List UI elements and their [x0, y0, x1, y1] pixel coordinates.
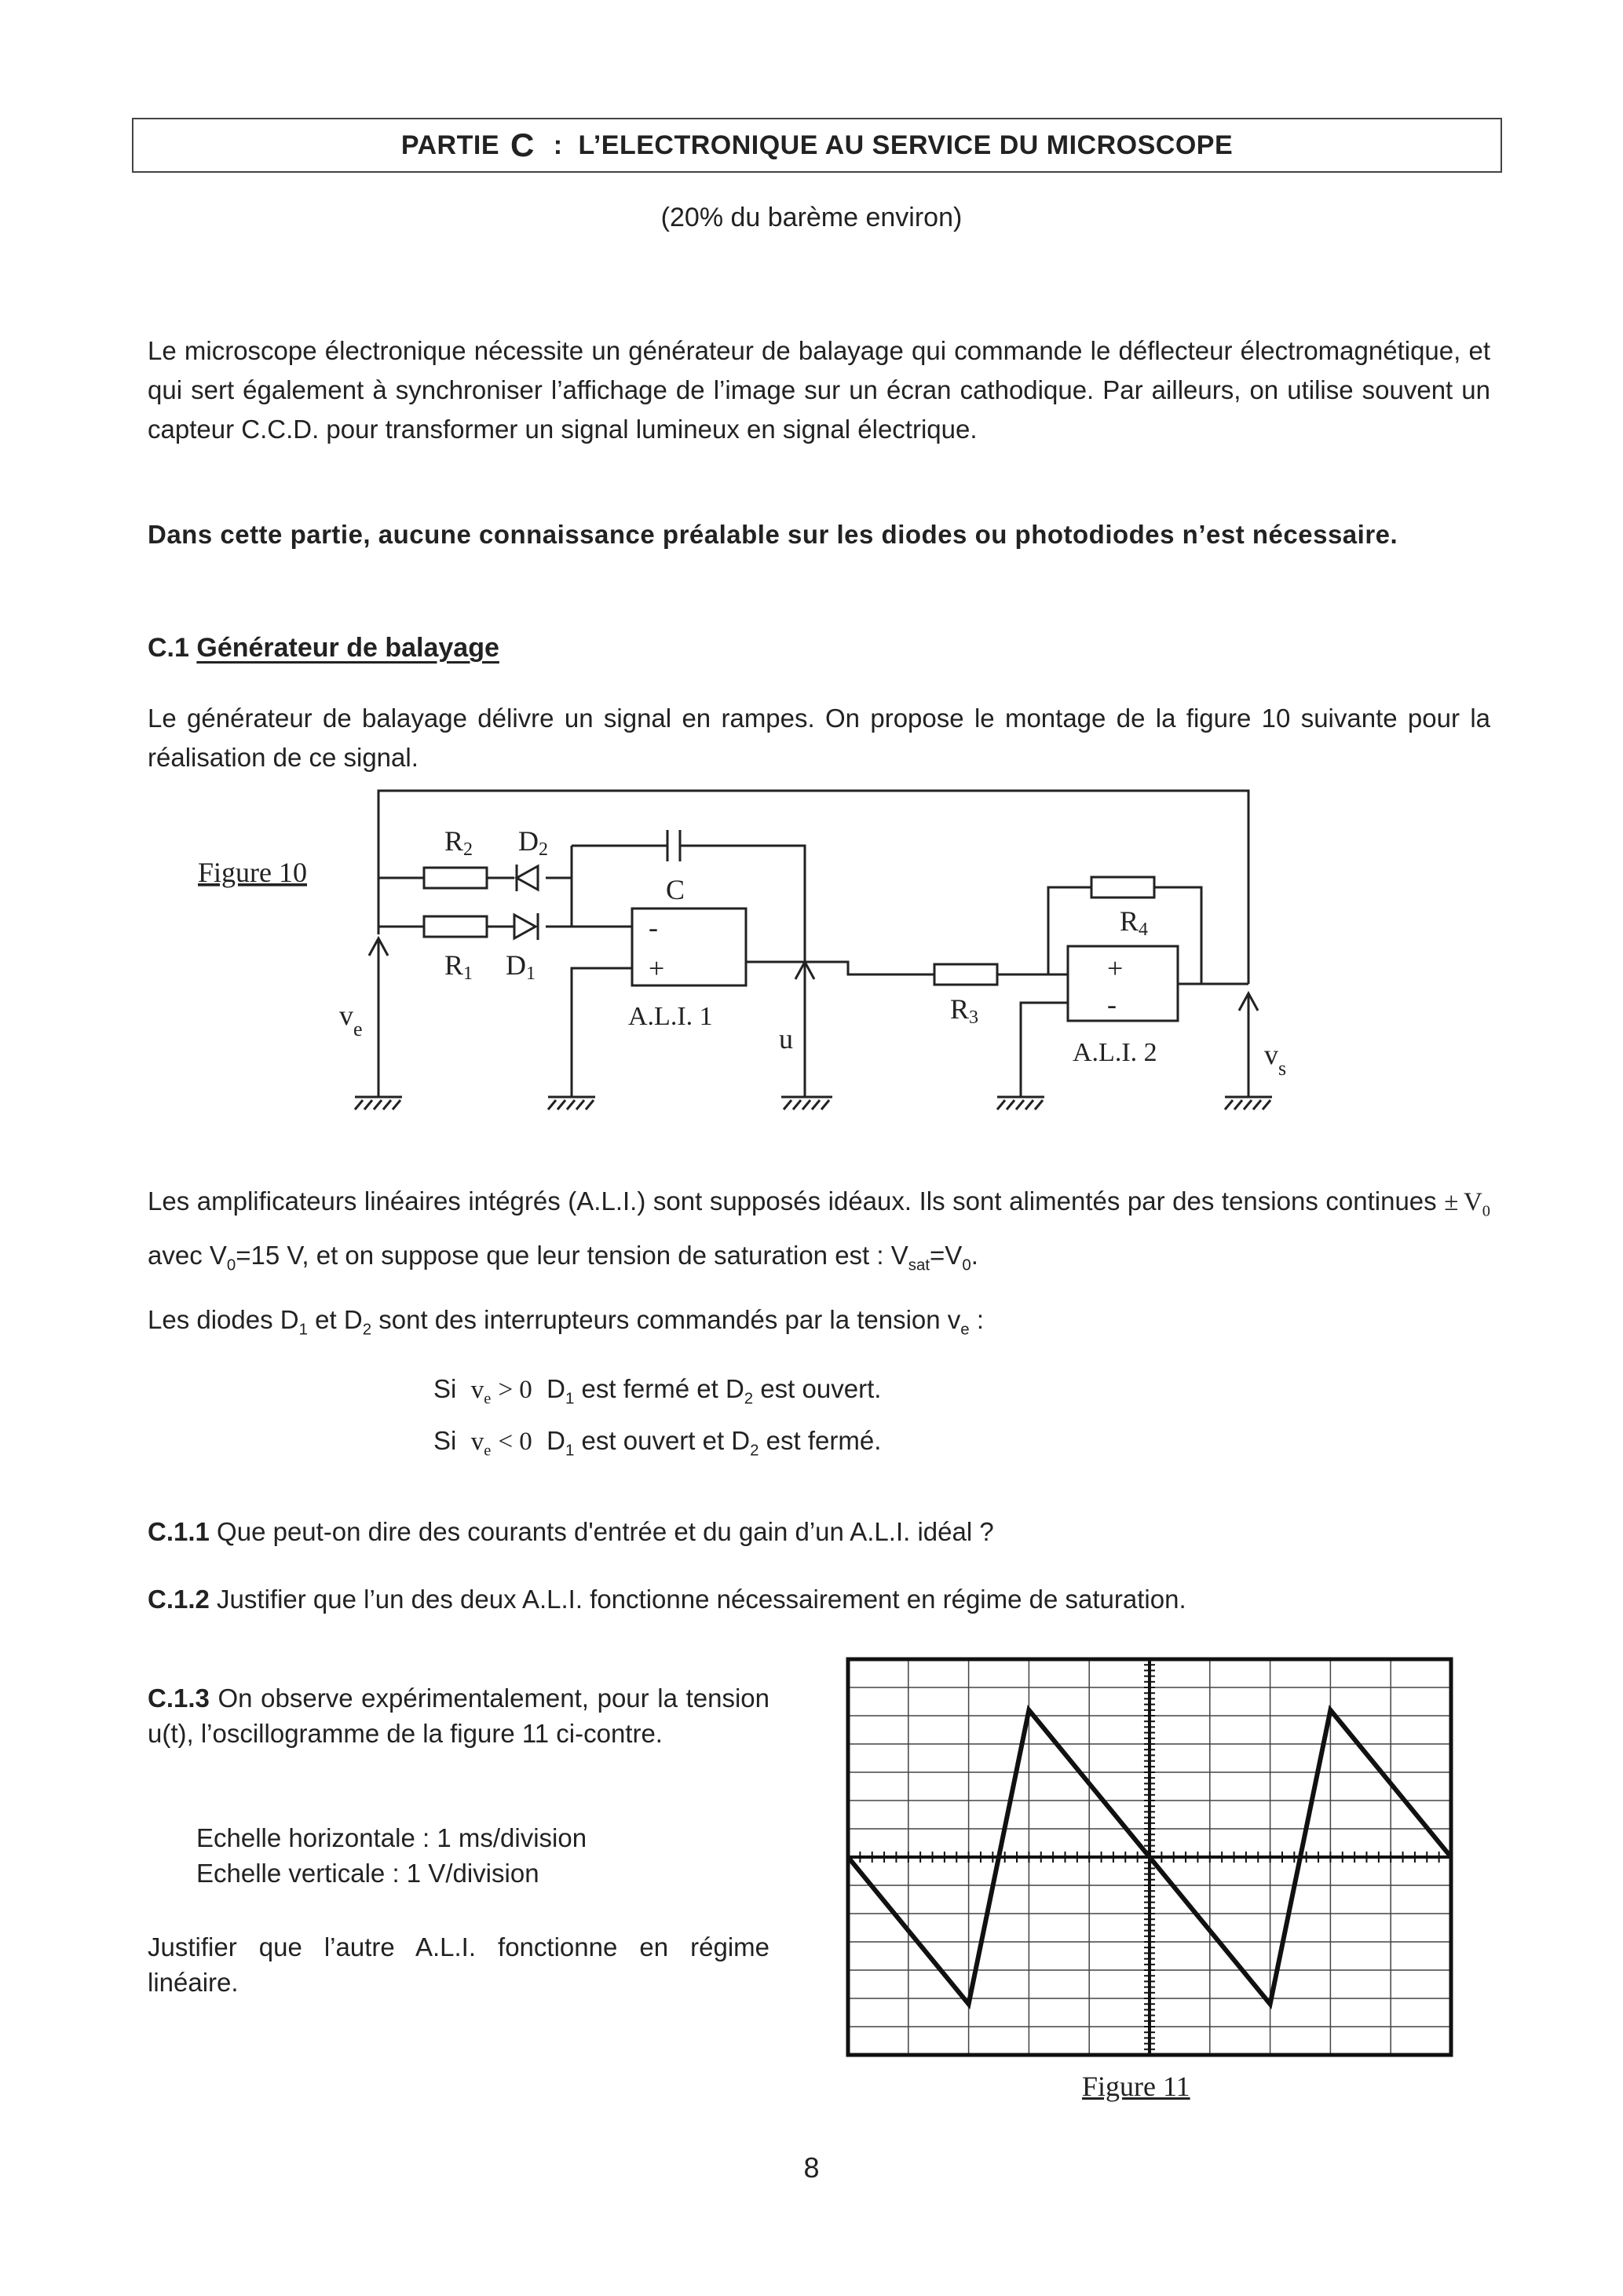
- figure-11-oscillogram: [840, 1653, 1460, 2093]
- diodes-text-1: Les diodes D: [148, 1305, 299, 1334]
- q112-text: Justifier que l’un des deux A.L.I. fonctionne nécessairement en régime de saturation.: [209, 1585, 1186, 1614]
- cond1-mid: est fermé et D: [574, 1374, 744, 1403]
- svg-text:ve: [339, 1000, 363, 1040]
- ali1-plus: +: [649, 952, 665, 984]
- ali-text-3-sub: sat: [908, 1256, 930, 1274]
- cond2-v: v: [470, 1428, 484, 1456]
- cond1-end: est ouvert.: [753, 1374, 882, 1403]
- ali-text-3: =15 V, et on suppose que leur tension de saturation est : V: [236, 1240, 908, 1270]
- figure-11-label: Figure 11: [1082, 2071, 1190, 2102]
- partie-letter: C: [510, 126, 535, 163]
- ali-pm: ±: [1444, 1188, 1459, 1216]
- cond2-d2-sub: 2: [750, 1441, 759, 1460]
- cond1-v-sub: e: [484, 1390, 492, 1408]
- cond1-d1: D: [546, 1374, 565, 1403]
- svg-text:R2: [444, 825, 473, 860]
- diodes-text-4: :: [969, 1305, 985, 1334]
- r3-sub: 3: [969, 1007, 979, 1028]
- cond2-si: Si: [433, 1426, 457, 1455]
- cond2-end: est fermé.: [758, 1426, 882, 1455]
- diodes-paragraph: [148, 1300, 1490, 1350]
- q111-text: Que peut-on dire des courants d'entrée et du gain d’un A.L.I. idéal ?: [209, 1517, 994, 1546]
- ve-sub: e: [353, 1018, 363, 1040]
- question-c113-b: Justifier que l’autre A.L.I. fonctionne en régime linéaire.: [148, 1932, 769, 1997]
- cond1-v: v: [470, 1376, 484, 1404]
- cond1-si: Si: [433, 1374, 457, 1403]
- ali2-label: A.L.I. 2: [1073, 1038, 1157, 1067]
- svg-text:D1: [506, 949, 536, 984]
- condition-2: [433, 1426, 881, 1461]
- part-title: L’ELECTRONIQUE AU SERVICE DU MICROSCOPE: [578, 130, 1234, 160]
- section-number: C.1: [148, 633, 189, 663]
- svg-text:R4: [1120, 905, 1148, 940]
- r2-label: R: [444, 825, 464, 857]
- vs-sub: s: [1278, 1057, 1287, 1080]
- ali-text-4: =V: [930, 1240, 963, 1270]
- cond1-d1-sub: 1: [565, 1389, 575, 1408]
- cond2-rel: < 0: [498, 1428, 532, 1456]
- scale-horizontal: Echelle horizontale : 1 ms/division: [196, 1823, 587, 1852]
- title-separator: :: [553, 130, 563, 160]
- vs-label: v: [1264, 1039, 1278, 1070]
- ali-paragraph: [148, 1179, 1490, 1287]
- svg-text:R3: [950, 993, 978, 1028]
- ali1-minus: -: [649, 912, 658, 943]
- figure-10-circuit: [181, 781, 1343, 1143]
- q113-text: On observe expérimentalement, pour la tension u(t), l’oscillogramme de la figure 11 ci-contre.: [148, 1684, 769, 1748]
- d2-sub: 2: [539, 839, 548, 860]
- question-c113: [148, 1680, 769, 1751]
- ali-text-1: Les amplificateurs linéaires intégrés (A.L.I.) sont supposés idéaux. Ils sont alimentés par des tensions continues: [148, 1186, 1445, 1216]
- ali-v0-sub: 0: [1482, 1202, 1490, 1220]
- q112-number: C.1.2: [148, 1585, 210, 1614]
- page-number: 8: [803, 2152, 820, 2184]
- diodes-sub-1: 1: [298, 1320, 308, 1339]
- note-paragraph: Dans cette partie, aucune connaissance préalable sur les diodes ou photodiodes n’est nécessaire.: [148, 520, 1398, 549]
- d2-label: D: [518, 825, 539, 857]
- svg-text:R1: [444, 949, 473, 984]
- ali2-minus: -: [1107, 989, 1117, 1020]
- r4-sub: 4: [1139, 919, 1149, 940]
- cond2-mid: est ouvert et D: [574, 1426, 751, 1455]
- figure-10-label: Figure 10: [198, 857, 307, 888]
- section-title: Générateur de balayage: [196, 633, 499, 663]
- d1-label: D: [506, 949, 526, 981]
- question-c111: [148, 1517, 994, 1547]
- ali-text-2-sub: 0: [226, 1256, 236, 1274]
- q113-number: C.1.3: [148, 1684, 210, 1713]
- ali-text-2: avec V: [148, 1240, 227, 1270]
- condition-1: [433, 1374, 881, 1409]
- part-title-box: [132, 118, 1502, 173]
- ali-v0: V: [1463, 1188, 1482, 1216]
- r3-label: R: [950, 993, 970, 1025]
- ali1-label: A.L.I. 1: [628, 1002, 713, 1031]
- ve-label: v: [339, 1000, 353, 1031]
- diodes-text-3: sont des interrupteurs commandés par la tension v: [371, 1305, 961, 1334]
- cond2-v-sub: e: [484, 1442, 492, 1460]
- cond1-d2-sub: 2: [744, 1389, 754, 1408]
- part-subtitle: (20% du barème environ): [660, 203, 963, 232]
- c1-paragraph: Le générateur de balayage délivre un signal en rampes. On propose le montage de la figure 10 suivante pour la réalisation de ce signal.: [148, 704, 1490, 772]
- svg-text:vs: [1264, 1039, 1286, 1080]
- cond2-d1-sub: 1: [565, 1441, 575, 1460]
- intro-paragraph: Le microscope électronique nécessite un générateur de balayage qui commande le déflecteur électromagnétique, et qui sert également à synchroniser l’affichage de l’image sur un écran cathodique. Par ailleurs, on utilise souvent un capteur C.C.D. pour transformer un signal lumineux en signal électrique.: [148, 336, 1490, 444]
- svg-text:D2: [518, 825, 548, 860]
- ali2-plus: +: [1107, 952, 1124, 984]
- partie-word: PARTIE: [400, 130, 499, 160]
- r1-label: R: [444, 949, 464, 981]
- q111-number: C.1.1: [148, 1517, 210, 1546]
- diodes-sub-2: 2: [362, 1320, 372, 1339]
- cond1-rel: > 0: [498, 1376, 532, 1404]
- u-label: u: [779, 1023, 793, 1055]
- ali-text-5: .: [971, 1240, 978, 1270]
- r1-sub: 1: [463, 963, 473, 984]
- d1-sub: 1: [526, 963, 536, 984]
- ali-text-4-sub: 0: [962, 1256, 971, 1274]
- diodes-text-2: et D: [308, 1305, 363, 1334]
- capacitor-label: C: [666, 874, 685, 905]
- section-c1-heading: [148, 633, 499, 664]
- question-c112: [148, 1585, 1186, 1614]
- diodes-sub-3: e: [960, 1320, 970, 1339]
- cond2-d1: D: [546, 1426, 565, 1455]
- r2-sub: 2: [463, 839, 473, 860]
- r4-label: R: [1120, 905, 1139, 937]
- scale-vertical: Echelle verticale : 1 V/division: [196, 1859, 539, 1888]
